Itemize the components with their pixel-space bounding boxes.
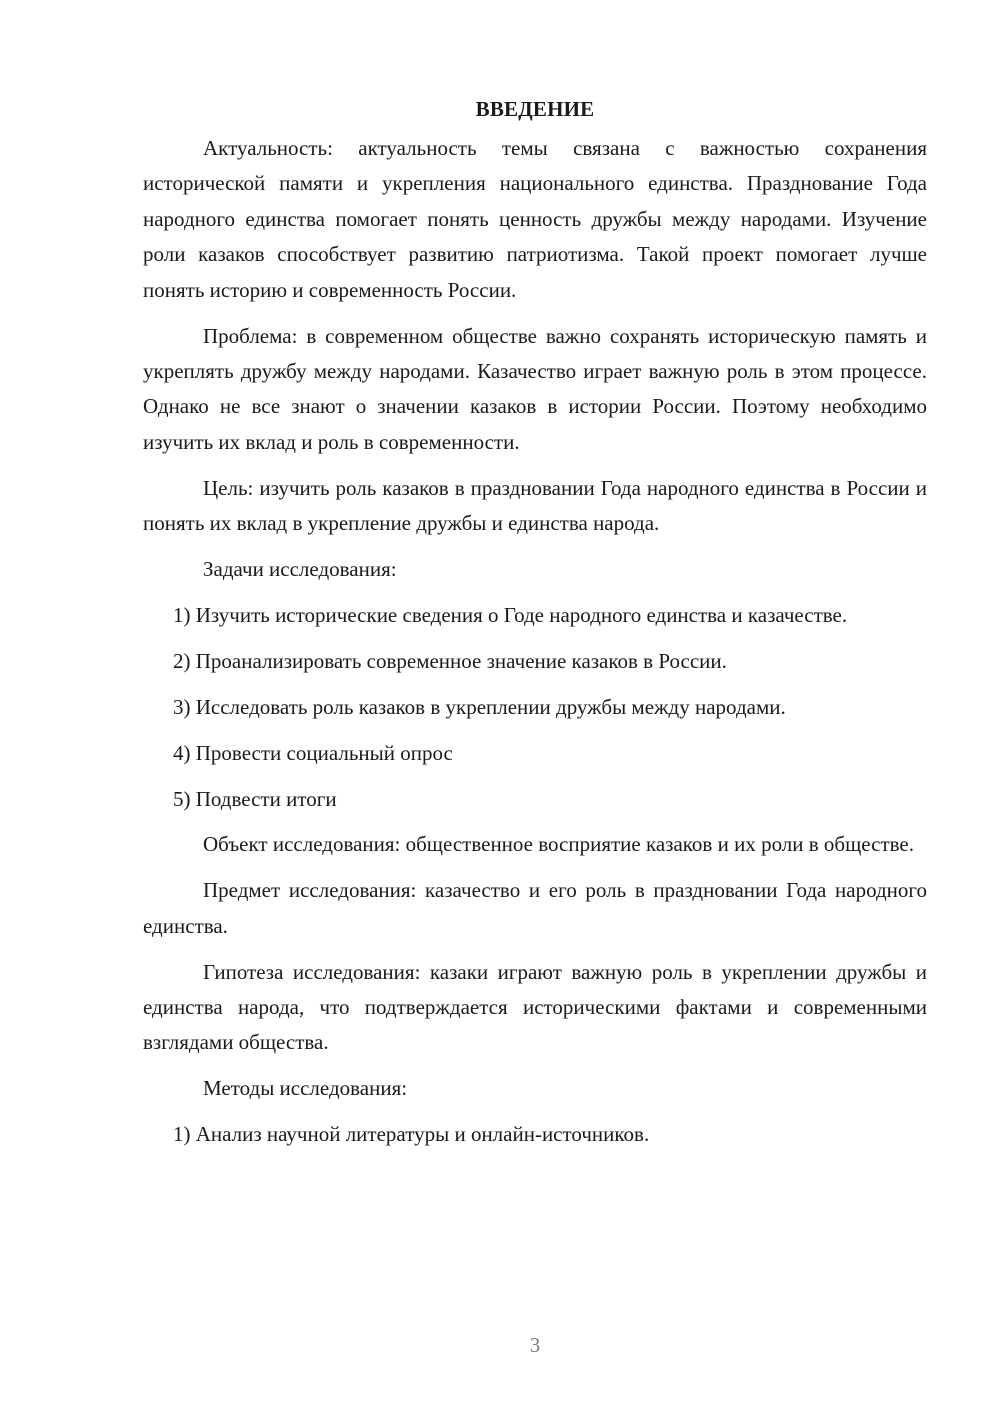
task-item: 4) Провести социальный опрос [173,740,453,765]
tasks-list [143,598,927,817]
tasks-title: Задачи исследования: [203,556,397,581]
goal-paragraph: Цель: изучить роль казаков в праздновании Года народного единства в России и понять их вклад в укрепление дружбы и единства народа. [143,475,927,536]
subject-paragraph: Предмет исследования: казачество и его роль в праздновании Года народного единства. [143,878,927,938]
task-item: 1) Изучить исторические сведения о Годе народного единства и казачестве. [173,602,848,627]
page-content [143,92,927,1163]
methods-title: Методы исследования: [203,1076,408,1101]
hypothesis-paragraph: Гипотеза исследования: казаки играют важную роль в укреплении дружбы и единства народа, что подтверждается историческими фактами и современными взглядами общества. [143,959,927,1055]
task-item: 2) Проанализировать современное значение казаков в России. [173,648,727,673]
methods-list [143,1117,927,1152]
task-item: 3) Исследовать роль казаков в укреплении дружбы между народами. [173,694,786,719]
page-number: 3 [529,1333,541,1357]
task-item: 5) Подвести итоги [173,786,337,811]
object-paragraph: Объект исследования: общественное восприятие казаков и их роли в обществе. [203,832,914,857]
problem-paragraph: Проблема: в современном обществе важно сохранять историческую память и укреплять дружбу между народами. Казачество играет важную роль в этом процессе. Однако не все знают о значении казаков в истории России. Поэтому необходимо изучить их вклад и роль в современности. [143,323,927,454]
method-item: 1) Анализ научной литературы и онлайн-источников. [173,1122,650,1147]
relevance-paragraph: Актуальность: актуальность темы связана с важностью сохранения исторической памяти и укрепления национального единства. Празднование Года народного единства помогает понять ценность дружбы между народами. Изучение роли казаков способствует развитию патриотизма. Такой проект помогает лучше понять историю и современность России. [143,136,927,302]
section-heading: ВВЕДЕНИЕ [475,97,595,121]
